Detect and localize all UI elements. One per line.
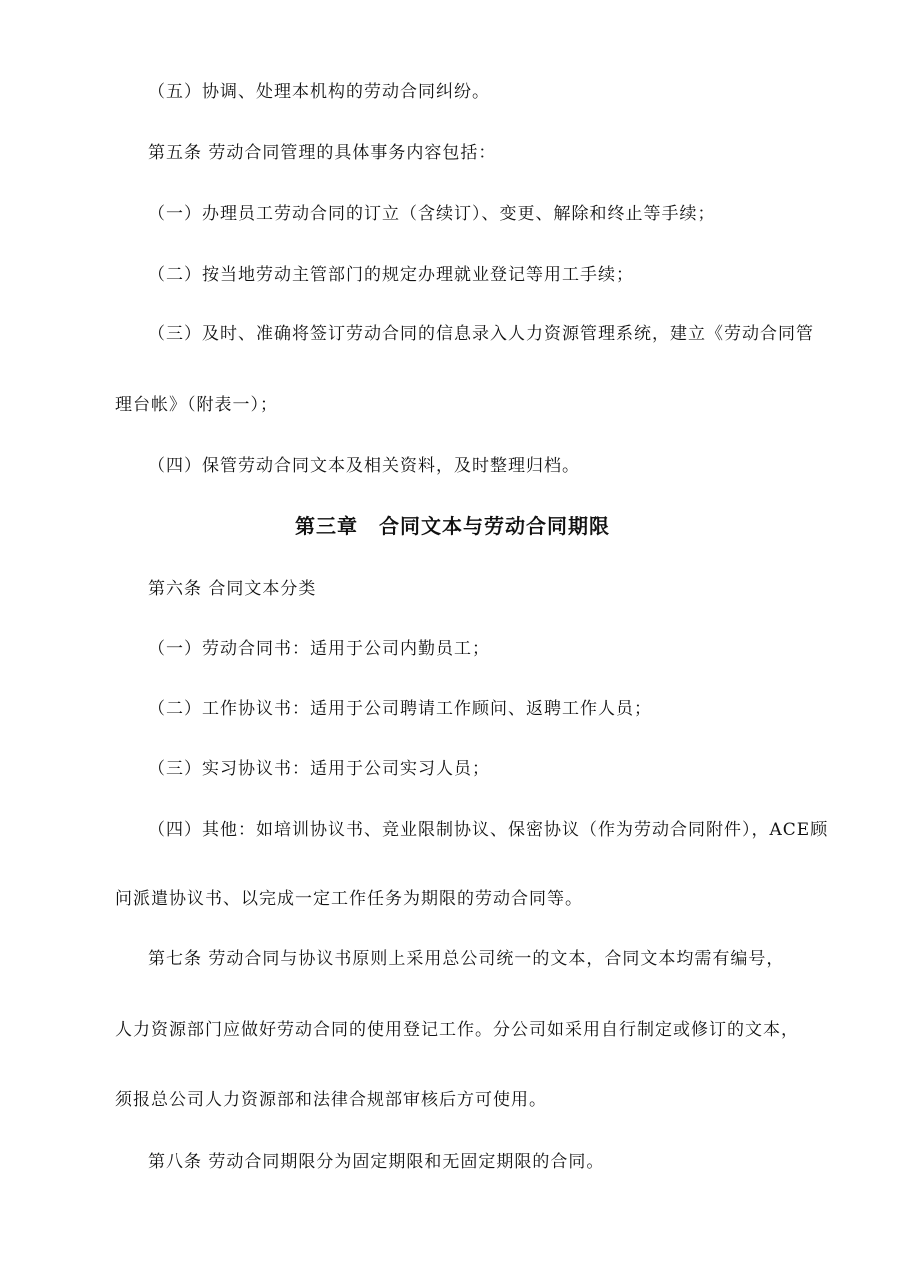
- article-6-item-1: （一）劳动合同书：适用于公司内勤员工；: [148, 639, 490, 659]
- article-7-line-2: 人力资源部门应做好劳动合同的使用登记工作。分公司如采用自行制定或修订的文本，: [115, 1020, 799, 1040]
- chapter-3-heading: 第三章 合同文本与劳动合同期限: [295, 514, 610, 538]
- article-7-line-1: 第七条 劳动合同与协议书原则上采用总公司统一的文本，合同文本均需有编号，: [148, 949, 785, 969]
- article-8: 第八条 劳动合同期限分为固定期限和无固定期限的合同。: [148, 1152, 605, 1172]
- article-6-item-2: （二）工作协议书：适用于公司聘请工作顾问、返聘工作人员；: [148, 699, 652, 719]
- article-6-heading: 第六条 合同文本分类: [148, 579, 317, 599]
- article-5-item-3-line-1: （三）及时、准确将签订劳动合同的信息录入人力资源管理系统，建立《劳动合同管: [148, 324, 814, 344]
- article-7-line-3: 须报总公司人力资源部和法律合规部审核后方可使用。: [115, 1090, 547, 1110]
- article-6-item-4-line-1: （四）其他：如培训协议书、竞业限制协议、保密协议（作为劳动合同附件），ACE顾: [148, 820, 829, 840]
- article-5-item-2: （二）按当地劳动主管部门的规定办理就业登记等用工手续；: [148, 265, 634, 285]
- article-5-heading: 第五条 劳动合同管理的具体事务内容包括：: [148, 143, 497, 163]
- article-5-item-3-line-2: 理台帐》（附表一）；: [115, 395, 278, 415]
- article-5-item-4: （四）保管劳动合同文本及相关资料，及时整理归档。: [148, 456, 580, 476]
- paragraph-item-5: （五）协调、处理本机构的劳动合同纠纷。: [148, 82, 490, 102]
- article-6-item-4-line-2: 问派遣协议书、以完成一定工作任务为期限的劳动合同等。: [115, 889, 583, 909]
- article-5-item-1: （一）办理员工劳动合同的订立（含续订）、变更、解除和终止等手续；: [148, 204, 716, 224]
- article-6-item-3: （三）实习协议书：适用于公司实习人员；: [148, 759, 490, 779]
